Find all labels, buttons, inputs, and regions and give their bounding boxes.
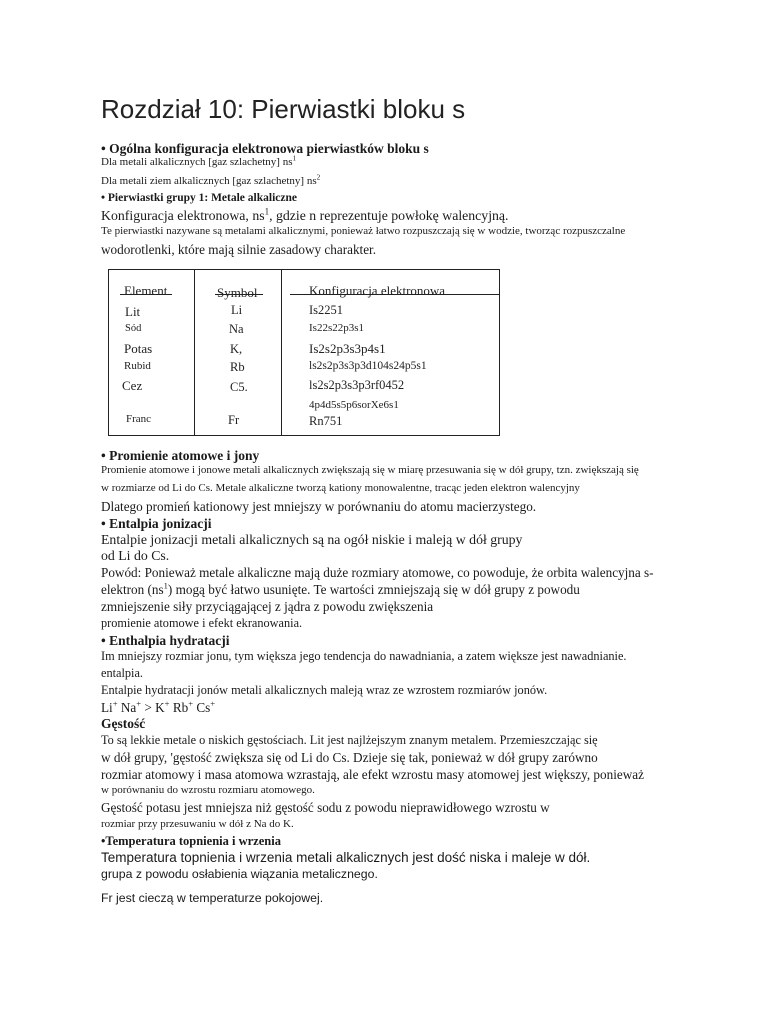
table-cell-symbol: C5. (230, 380, 248, 394)
table-cell-element: Rubid (124, 360, 151, 372)
table-cell-config: Is2251 (309, 303, 344, 317)
text-line: w porównaniu do wzrostu rozmiaru atomowego. (101, 784, 315, 796)
text-line: Konfiguracja elektronowa, $ns^1$, gdzie n reprezentuje powłokę walencyjną. (101, 206, 509, 223)
text-line: Entalpie jonizacji metali alkalicznych są na ogół niskie i maleją w dół grupy (101, 532, 523, 547)
table-cell-symbol: Rb (230, 360, 245, 374)
table-divider (194, 270, 195, 435)
text-line: rozmiar atomowy i masa atomowa wzrastają, ale efekt wzrostu masy atomowej jest większy, ponieważ (101, 767, 644, 782)
text-line: Temperatura topnienia i wrzenia metali alkalicznych jest dość niska i maleje w dół. (101, 850, 591, 865)
text-line: Dlatego promień kationowy jest mniejszy w porównaniu do atomu macierzystego. (101, 499, 537, 514)
text-line: entalpia. (101, 666, 143, 680)
text-line: Fr jest cieczą w temperaturze pokojowej. (101, 891, 324, 905)
table-cell-element: Franc (126, 413, 152, 425)
table-header-symbol: Symbol (217, 285, 258, 300)
text-line: od Li do Cs. (101, 548, 170, 563)
table-cell-symbol: Na (229, 322, 244, 336)
text-line: rozmiar przy przesuwaniu w dół z Na do K. (101, 818, 294, 830)
table-cell-config: ls2s2p3s3p3rf0452 (309, 378, 405, 392)
text-line: wodorotlenki, które mają silnie zasadowy charakter. (101, 242, 377, 257)
text-line: Promienie atomowe i jonowe metali alkalicznych zwiększają się w miarę przesuwania się w dół grupy, tzn. zwiększają się (101, 464, 639, 476)
page-title: Rozdział 10: Pierwiastki bloku s (101, 94, 466, 124)
table-header-config: Konfiguracja elektronowa (309, 283, 446, 298)
ion-series: Li+ Na+ > K+ Rb+ Cs+ (101, 698, 216, 715)
table-cell-symbol: Li (231, 303, 243, 317)
text-line: Entalpie hydratacji jonów metali alkalicznych maleją wraz ze wzrostem rozmiarów jonów. (101, 683, 548, 697)
table-cell-element: Lit (125, 304, 141, 319)
text-line: promienie atomowe i efekt ekranowania. (101, 616, 303, 630)
section-heading-radii: • Promienie atomowe i jony (101, 448, 260, 463)
table-cell-symbol: K, (230, 342, 243, 356)
table-cell-element: Cez (122, 378, 143, 393)
text-line: Gęstość potasu jest mniejsza niż gęstość sodu z powodu nieprawidłowego wzrostu w (101, 800, 550, 815)
table-cell-config: ls2s2p3s3p3d104s24p5s1 (309, 360, 427, 372)
text-line: zmniejszenie siły przyciągającej z jądra z powodu zwiększenia (101, 599, 434, 614)
table-cell-element: Sód (125, 323, 142, 334)
section-heading-melting: •Temperatura topnienia i wrzenia (101, 834, 281, 848)
text-line: Dla metali alkalicznych [gaz szlachetny] $ns^1$ (101, 154, 297, 168)
section-heading-hydration: • Enthalpia hydratacji (101, 633, 230, 648)
table-cell-symbol: Fr (228, 413, 240, 427)
table-cell-config: Is2s2p3s3p4s1 (309, 341, 386, 356)
table-cell-element: Potas (124, 341, 153, 356)
table-cell-config: Is22s22p3s1 (309, 322, 365, 334)
text-line: grupa z powodu osłabienia wiązania metalicznego. (101, 867, 378, 881)
text-line: Powód: Ponieważ metale alkaliczne mają duże rozmiary atomowe, co powoduje, że orbita walencyjna s- (101, 565, 654, 580)
text-line: w rozmiarze od Li do Cs. Metale alkaliczne tworzą kationy monowalentne, tracąc jeden elektron walencyjny (101, 482, 580, 494)
section-heading-ionization: • Entalpia jonizacji (101, 516, 212, 531)
section-heading-general-config: • Ogólna konfiguracja elektronowa pierwiastków bloku s (101, 141, 429, 156)
table-cell-config: 4p4d5s5p6sorXe6s1 (309, 399, 399, 411)
section-heading-group1: • Pierwiastki grupy 1: Metale alkaliczne (101, 192, 297, 204)
section-heading-density: Gęstość (101, 716, 146, 731)
table-cell-config: Rn751 (309, 414, 343, 428)
text-line: Te pierwiastki nazywane są metalami alkalicznymi, ponieważ łatwo rozpuszczają się w wodzie, tworząc rozpuszczalne (101, 225, 626, 237)
table-header-element: Element (124, 283, 168, 298)
text-line: Im mniejszy rozmiar jonu, tym większa jego tendencja do nawadniania, a zatem większe jest nawadnianie. (101, 649, 627, 663)
text-line: elektron $(ns^1)$ mogą być łatwo usunięte. Te wartości zmniejszają się w dół grupy z powodu (101, 580, 580, 597)
text-line: To są lekkie metale o niskich gęstościach. Lit jest najlżejszym znanym metalem. Przemieszczając się (101, 733, 598, 747)
text-line: w dół grupy, 'gęstość zwiększa się od Li do Cs. Dzieje się tak, ponieważ w dół grupy zarówno (101, 750, 598, 765)
table-divider (281, 270, 282, 435)
text-line: Dla metali ziem alkalicznych [gaz szlachetny] $ns^2$ (101, 173, 321, 187)
